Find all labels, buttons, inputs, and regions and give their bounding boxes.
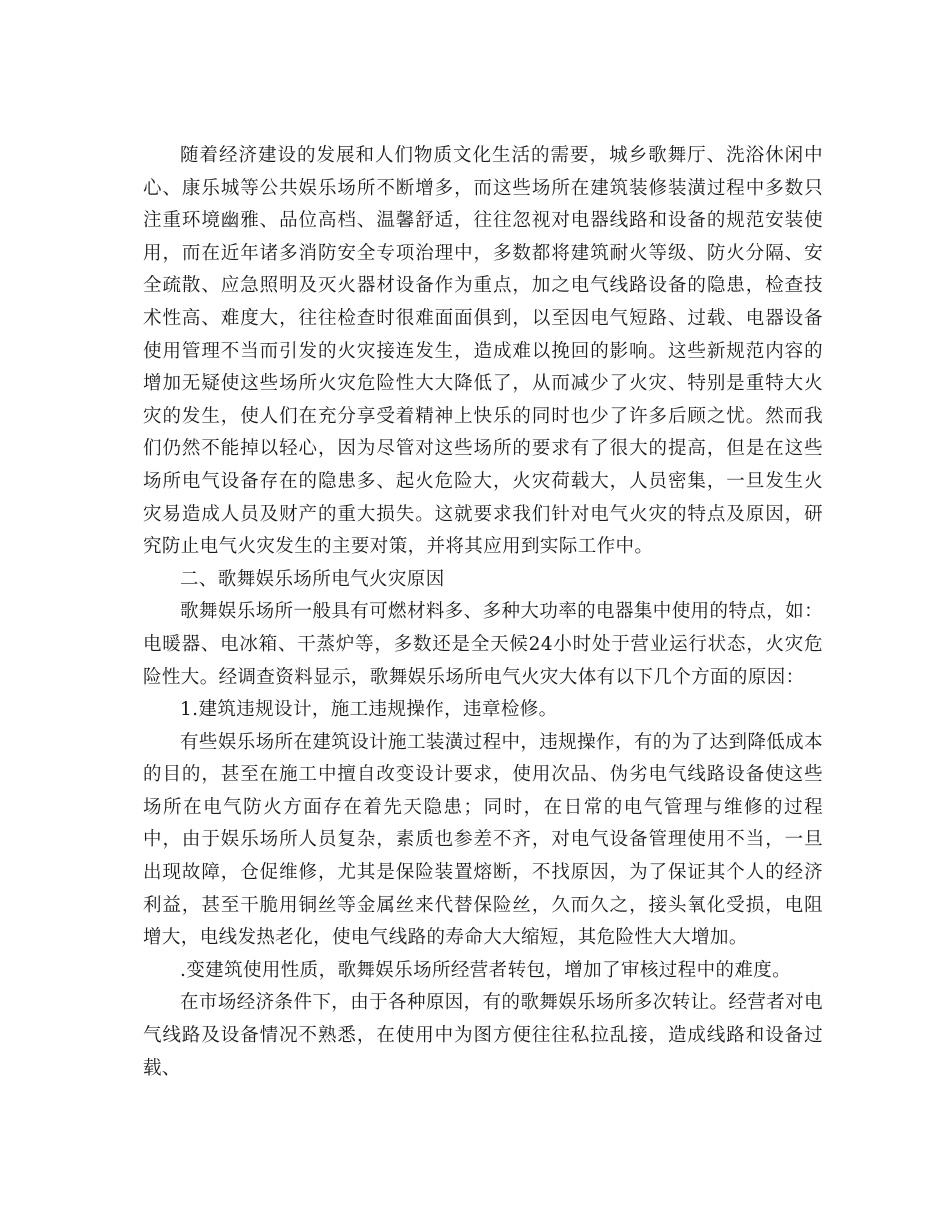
- subheading-cause-1: 1.建筑违规设计，施工违规操作，违章检修。: [180, 699, 558, 721]
- paragraph-causes-overview: 歌舞娱乐场所一般具有可燃材料多、多种大功率的电器集中使用的特点，如：电暖器、电冰箱、干蒸炉等，多数还是全天候24小时处于营业运行状态，火灾危险性大。经调查资料显示，歌舞娱乐场所电气火灾大体有以下几个方面的原因：: [143, 601, 823, 688]
- paragraph-cause-2: 在市场经济条件下，由于各种原因，有的歌舞娱乐场所多次转让。经营者对电气线路及设备情况不熟悉，在使用中为图方便往往私拉乱接，造成线路和设备过载、: [143, 992, 823, 1079]
- subheading-cause-2: .变建筑使用性质，歌舞娱乐场所经营者转包，增加了审核过程中的难度。: [180, 959, 792, 981]
- document-body: [143, 140, 823, 1085]
- section-heading-causes: 二、歌舞娱乐场所电气火灾原因: [180, 568, 445, 590]
- paragraph-intro: 随着经济建设的发展和人们物质文化生活的需要，城乡歌舞厅、洗浴休闲中心、康乐城等公共娱乐场所不断增多，而这些场所在建筑装修装潢过程中多数只注重环境幽雅、品位高档、温馨舒适，往往忽视对电器线路和设备的规范安装使用，而在近年诸多消防安全专项治理中，多数都将建筑耐火等级、防火分隔、安全疏散、应急照明及灭火器材设备作为重点，加之电气线路设备的隐患，检查技术性高、难度大，往往检查时很难面面俱到，以至因电气短路、过载、电器设备使用管理不当而引发的火灾接连发生，造成难以挽回的影响。这些新规范内容的增加无疑使这些场所火灾危险性大大降低了，从而减少了火灾、特别是重特大火灾的发生，使人们在充分享受着精神上快乐的同时也少了许多后顾之忧。然而我们仍然不能掉以轻心，因为尽管对这些场所的要求有了很大的提高，但是在这些场所电气设备存在的隐患多、起火危险大，火灾荷载大，人员密集，一旦发生火灾易造成人员及财产的重大损失。这就要求我们针对电气火灾的特点及原因，研究防止电气火灾发生的主要对策，并将其应用到实际工作中。: [143, 145, 823, 558]
- paragraph-cause-1: 有些娱乐场所在建筑设计施工装潢过程中，违规操作，有的为了达到降低成本的目的，甚至在施工中擅自改变设计要求，使用次品、伪劣电气线路设备使这些场所在电气防火方面存在着先天隐患；同时，在日常的电气管理与维修的过程中，由于娱乐场所人员复杂，素质也参差不齐，对电气设备管理使用不当，一旦出现故障，仓促维修，尤其是保险装置熔断，不找原因，为了保证其个人的经济利益，甚至干脆用铜丝等金属丝来代替保险丝，久而久之，接头氧化受损，电阻增大，电线发热老化，使电气线路的寿命大大缩短，其危险性大大增加。: [143, 731, 823, 949]
